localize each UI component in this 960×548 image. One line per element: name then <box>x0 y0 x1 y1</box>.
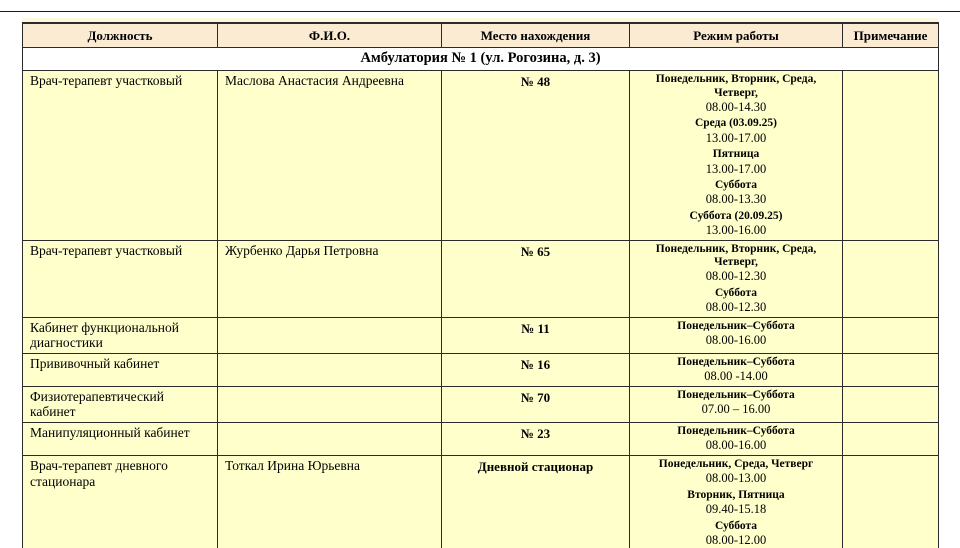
schedule-cell <box>630 386 843 422</box>
schedule-time: 08.00-13.00 <box>705 471 767 486</box>
top-divider-line <box>0 11 960 12</box>
schedule-days: Понедельник, Среда, Четверг <box>658 457 814 470</box>
schedule-days: Понедельник, Вторник, Среда, Четверг, <box>655 73 817 99</box>
position-cell: Прививочный кабинет <box>23 354 218 387</box>
schedule-group <box>633 458 839 486</box>
location-cell: № 11 <box>442 317 630 353</box>
schedule-cell <box>630 71 843 240</box>
section-title: Амбулатория № 1 (ул. Рогозина, д. 3) <box>23 48 939 71</box>
fio-cell: Маслова Анастасия Андреевна <box>218 71 442 240</box>
table-row <box>23 354 939 387</box>
schedule-group <box>633 73 839 114</box>
position-cell: Врач-терапевт участковый <box>23 240 218 317</box>
schedule-time: 13.00-16.00 <box>705 223 767 238</box>
location-cell: Дневной стационар <box>442 455 630 548</box>
table-row <box>23 386 939 422</box>
schedule-group <box>633 389 839 417</box>
schedule-time: 09.40-15.18 <box>705 502 767 517</box>
schedule-days: Понедельник–Суббота <box>677 319 795 332</box>
schedule-group <box>633 287 839 315</box>
schedule-group <box>633 520 839 548</box>
schedule-group <box>633 356 839 384</box>
location-cell: № 48 <box>442 71 630 240</box>
schedule-time: 08.00-12.30 <box>705 269 767 284</box>
schedule-days: Суббота (20.09.25) <box>689 209 783 222</box>
column-header-position: Должность <box>23 23 218 48</box>
schedule-time: 13.00-17.00 <box>705 161 767 176</box>
note-cell <box>843 423 939 456</box>
location-cell: № 16 <box>442 354 630 387</box>
schedule-time: 08.00-16.00 <box>705 438 767 453</box>
position-cell: Манипуляционный кабинет <box>23 423 218 456</box>
schedule-time: 08.00 -14.00 <box>704 369 768 384</box>
schedule-time: 07.00 – 16.00 <box>701 402 771 417</box>
position-cell: Врач-терапевт участковый <box>23 71 218 240</box>
table-row <box>23 317 939 353</box>
note-cell <box>843 240 939 317</box>
schedule-group <box>633 117 839 145</box>
location-cell: № 70 <box>442 386 630 422</box>
schedule-group <box>633 148 839 176</box>
schedule-days: Суббота <box>714 286 758 299</box>
clinic-schedule-table <box>22 22 939 548</box>
schedule-days: Суббота <box>714 179 758 192</box>
schedule-time: 13.00-17.00 <box>705 130 767 145</box>
schedule-days: Пятница <box>712 148 760 161</box>
schedule-days: Среда (03.09.25) <box>694 117 777 130</box>
fio-cell: Журбенко Дарья Петровна <box>218 240 442 317</box>
table-body <box>23 48 939 548</box>
column-header-work-hours: Режим работы <box>630 23 843 48</box>
note-cell <box>843 386 939 422</box>
note-cell <box>843 317 939 353</box>
position-cell: Кабинет функциональной диагностики <box>23 317 218 353</box>
schedule-days: Понедельник, Вторник, Среда, Четверг, <box>655 242 817 269</box>
schedule-days: Суббота <box>714 519 758 532</box>
schedule-time: 08.00-14.30 <box>705 99 767 114</box>
schedule-cell <box>630 455 843 548</box>
section-row <box>23 48 939 71</box>
table-row <box>23 71 939 240</box>
note-cell <box>843 354 939 387</box>
schedule-cell <box>630 317 843 353</box>
schedule-group <box>633 243 839 284</box>
column-header-location: Место нахождения <box>442 23 630 48</box>
fio-cell <box>218 423 442 456</box>
position-cell: Врач-терапевт дневного стационара <box>23 455 218 548</box>
table-row <box>23 423 939 456</box>
fio-cell <box>218 354 442 387</box>
schedule-days: Понедельник–Суббота <box>677 388 795 401</box>
note-cell <box>843 71 939 240</box>
note-cell <box>843 455 939 548</box>
column-header-note: Примечание <box>843 23 939 48</box>
schedule-time: 08.00-12.30 <box>705 300 767 315</box>
schedule-days: Понедельник–Суббота <box>677 425 795 438</box>
schedule-time: 08.00-13.30 <box>705 192 767 207</box>
table-row <box>23 240 939 317</box>
table-header-row <box>23 23 939 48</box>
schedule-cell <box>630 423 843 456</box>
schedule-group <box>633 320 839 348</box>
column-header-fio: Ф.И.О. <box>218 23 442 48</box>
position-cell: Физиотерапевтический кабинет <box>23 386 218 422</box>
table-row <box>23 455 939 548</box>
schedule-time: 08.00-16.00 <box>705 333 767 348</box>
fio-cell <box>218 386 442 422</box>
schedule-group <box>633 210 839 238</box>
schedule-group <box>633 489 839 517</box>
location-cell: № 65 <box>442 240 630 317</box>
schedule-cell <box>630 240 843 317</box>
schedule-group <box>633 179 839 207</box>
schedule-days: Понедельник–Суббота <box>677 356 795 368</box>
fio-cell: Тоткал Ирина Юрьевна <box>218 455 442 548</box>
schedule-cell <box>630 354 843 387</box>
schedule-days: Вторник, Пятница <box>687 488 785 501</box>
fio-cell <box>218 317 442 353</box>
schedule-group <box>633 425 839 453</box>
schedule-time: 08.00-12.00 <box>705 532 767 547</box>
location-cell: № 23 <box>442 423 630 456</box>
